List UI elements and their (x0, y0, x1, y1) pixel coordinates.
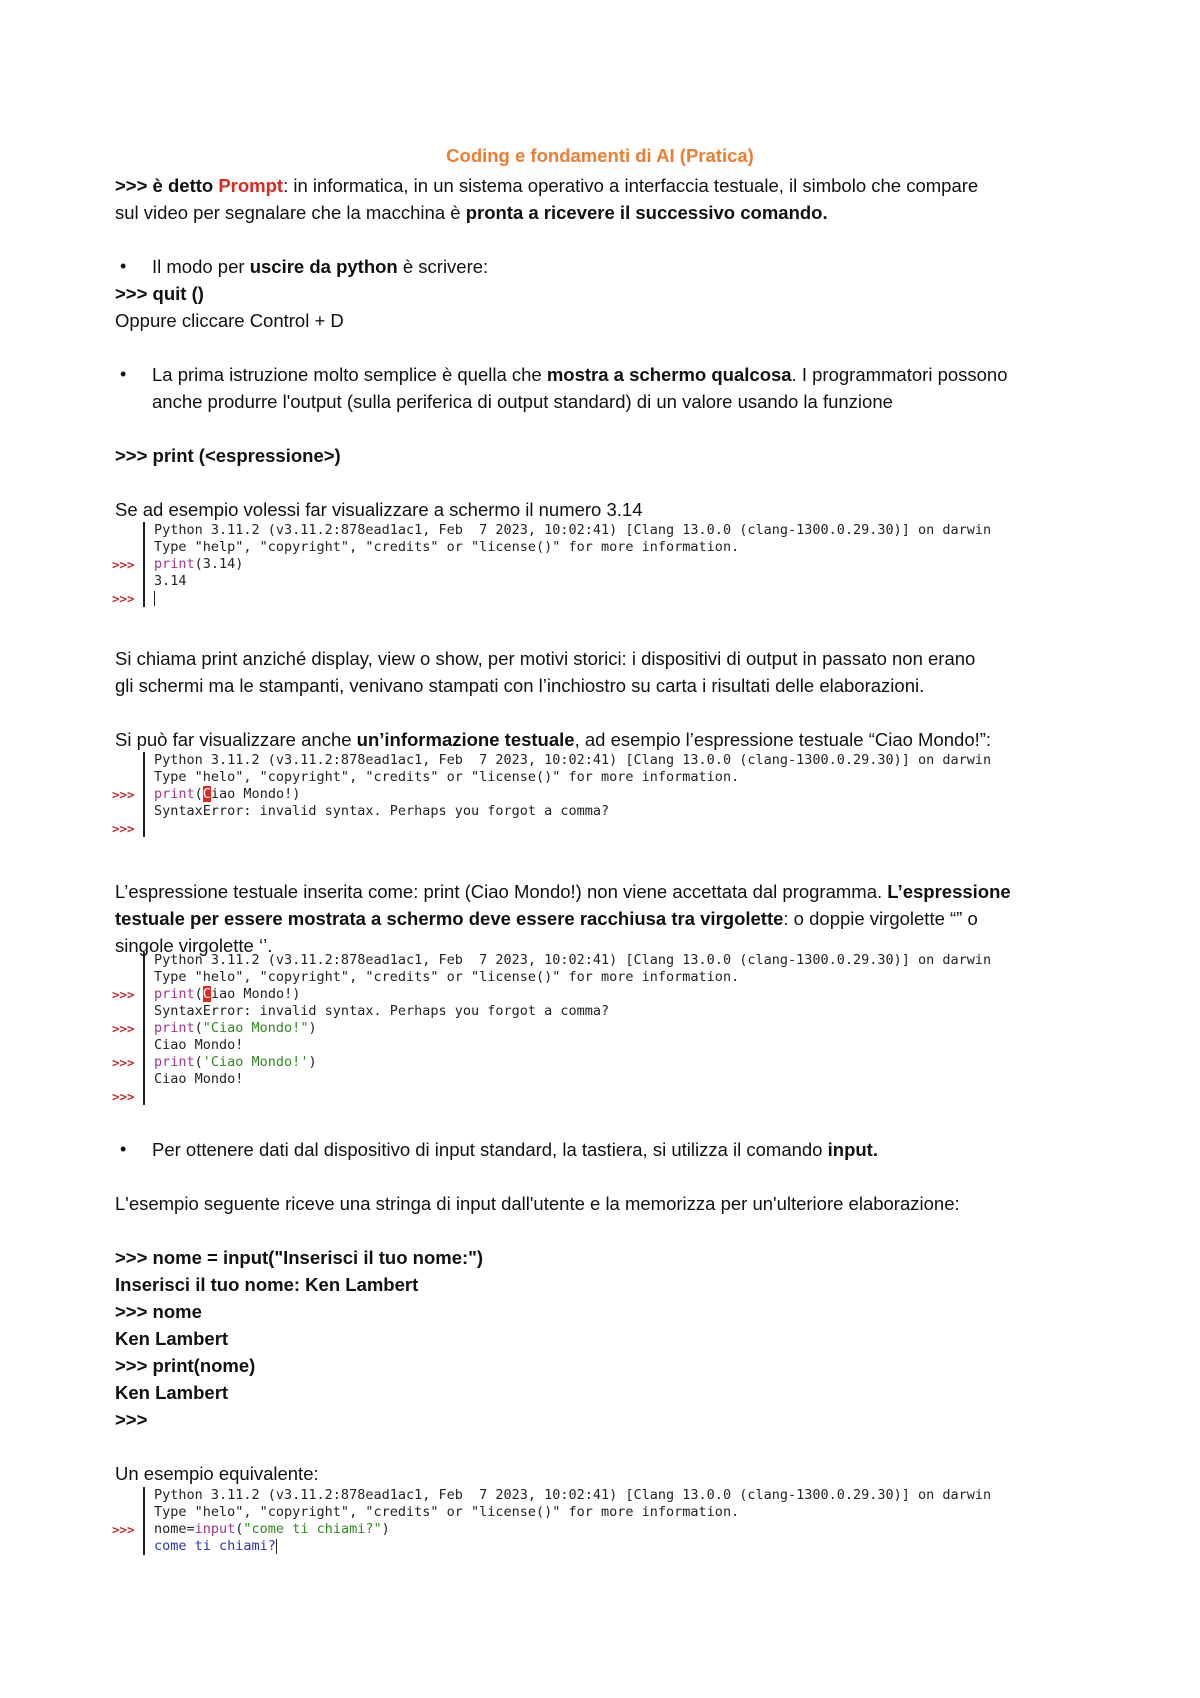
intro-prompt-symbol: >>> è detto (115, 175, 219, 196)
intro-line-1: >>> è detto Prompt: in informatica, in un sistema operativo a interfaccia testuale, il simbolo che compare (115, 175, 979, 196)
input-example-line: >>> print(nome) (115, 1355, 256, 1376)
error-highlight: C (202, 786, 211, 802)
history-line-1: Si chiama print anziché display, view o show, per motivi storici: i dispositivi di output in passato non erano (115, 648, 976, 669)
input-example-line: >>> (115, 1409, 148, 1430)
textual-intro: Si può far visualizzare anche un’informazione testuale, ad esempio l’espressione testuale “Ciao Mondo!”: (115, 729, 992, 750)
prompt-marker: >>> (112, 1055, 135, 1070)
bullet-icon: • (120, 1139, 127, 1159)
print-intro-line-2: anche produrre l'output (sulla periferica di output standard) di un valore usando la funzione (152, 391, 893, 412)
prompt-marker: >>> (112, 1089, 135, 1104)
quit-command: >>> quit () (115, 283, 204, 304)
prompt-marker: >>> (112, 821, 135, 836)
prompt-marker: >>> (112, 1522, 135, 1537)
document-page: Coding e fondamenti di AI (Pratica) >>> è detto Prompt: in informatica, in un sistema operativo a interfaccia testuale, il simbolo che compare sul video per segnalare che la macchina è pronta a ricevere il successivo comando. • Il modo per uscire da python è scrivere: >>> quit () Oppure cliccare Control + D • La prima istruzione molto semplice è quella che mostra a schermo qualcosa. I programmatori possono anche produrre l'output (sulla periferica di output standard) di un valore usando la funzione >>> print (<espressione>) Se ad esempio volessi far visualizzare a schermo il numero 3.14 Python 3.11.2 (v3.11.2:878ead1ac1, Feb 7 2023, 10:02:41) [Clang 13.0.0 (clang-1300.0.29.30)] on darwin Type "help", "copyright", "credits" or "license()" for more information. >>> print(3.14) 3.14 >>> Si chiama print anziché display, view o show, per motivi storici: i dispositivi di output in passato non erano gli schermi ma le stampanti, venivano stampati con l’inchiostro su carta i risultati delle elaborazioni. Si può far visualizzare anche un’informazione testuale, ad esempio l’espressione testuale “Ciao Mondo!”: Python 3.11.2 (v3.11.2:878ead1ac1, Feb 7 2023, 10:02:41) [Clang 13.0.0 (clang-1300.0.29.30)] on darwin Type "helo", "copyright", "credits" or "license()" for more information. >>> print(Ciao Mondo!) SyntaxError: invalid syntax. Perhaps you forgot a comma? >>> L’espressione testuale inserita come: print (Ciao Mondo!) non viene accettata dal programma. L’espressione testuale per essere mostrata a schermo deve essere racchiusa tra virgolette: o doppie virgolette “” o singole virgolette ‘’. Python 3.11.2 (v3.11.2:878ead1ac1, Feb 7 2023, 10:02:41) [Clang 13.0.0 (clang-1300.0.29.30)] on darwin Type "helo", "copyright", "credits" or "license()" for more information. >>> print(Ciao Mondo!) SyntaxError: invalid syntax. Perhaps you forgot a comma? >>> print("Ciao Mondo!") Ciao Mondo! >>> print('Ciao Mondo!') Ciao Mondo! >>> • Per ottenere dati dal dispositivo di input standard, la tastiera, si utilizza il comando input. L'esempio seguente riceve una stringa di input dall'utente e la memorizza per un'ulteriore elaborazione: >>> nome = input("Inserisci il tuo nome:") Inserisci il tuo nome: Ken Lambert >>> nome Ken Lambert >>> print(nome) Ken Lambert >>> Un esempio equivalente: Python 3.11.2 (v3.11.2:878ead1ac1, Feb 7 2023, 10:02:41) [Clang 13.0.0 (clang-1300.0.29.30)] on darwin Type "helo", "copyright", "credits" or "license()" for more information. >>> nome=input("come ti chiami?") come ti chiami? (0, 0, 1200, 1698)
gutter-divider (143, 1487, 145, 1555)
quotes-line-1: L’espressione testuale inserita come: print (Ciao Mondo!) non viene accettata dal programma. L’espressione (115, 881, 1011, 902)
bullet-icon: • (120, 364, 127, 384)
prompt-marker: >>> (112, 987, 135, 1002)
input-intro: Per ottenere dati dal dispositivo di input standard, la tastiera, si utilizza il comando input. (152, 1139, 878, 1160)
text-cursor (154, 591, 155, 606)
history-line-2: gli schermi ma le stampanti, venivano stampati con l’inchiostro su carta i risultati delle elaborazioni. (115, 675, 925, 696)
error-highlight: C (202, 986, 211, 1002)
input-example-line: >>> nome = input("Inserisci il tuo nome:") (115, 1247, 484, 1268)
prompt-marker: >>> (112, 1021, 135, 1036)
prompt-marker: >>> (112, 787, 135, 802)
quit-alt: Oppure cliccare Control + D (115, 310, 344, 331)
quotes-line-3: singole virgolette ‘’. (115, 935, 273, 956)
prompt-marker: >>> (112, 557, 135, 572)
input-example-line: >>> nome (115, 1301, 202, 1322)
equivalent-example-intro: Un esempio equivalente: (115, 1463, 319, 1484)
quotes-line-2: testuale per essere mostrata a schermo deve essere racchiusa tra virgolette: o doppie virgolette “” o (115, 908, 978, 929)
prompt-marker: >>> (112, 591, 135, 606)
print-intro-line-1: La prima istruzione molto semplice è quella che mostra a schermo qualcosa. I programmatori possono (152, 364, 1008, 385)
input-example-line: Ken Lambert (115, 1328, 229, 1349)
input-example-line: Inserisci il tuo nome: Ken Lambert (115, 1274, 419, 1295)
print-syntax: >>> print (<espressione>) (115, 445, 341, 466)
gutter-divider (143, 752, 145, 837)
bullet-icon: • (120, 256, 127, 276)
intro-line-2: sul video per segnalare che la macchina è pronta a ricevere il successivo comando. (115, 202, 828, 223)
input-example-intro: L'esempio seguente riceve una stringa di input dall'utente e la memorizza per un'ulteriore elaborazione: (115, 1193, 960, 1214)
prompt-term: Prompt (218, 175, 284, 196)
quit-line-1: Il modo per uscire da python è scrivere: (152, 256, 489, 277)
text-cursor (276, 1539, 277, 1554)
print-example-intro: Se ad esempio volessi far visualizzare a schermo il numero 3.14 (115, 499, 643, 520)
gutter-divider (143, 952, 145, 1105)
document-title: Coding e fondamenti di AI (Pratica) (446, 145, 754, 166)
input-example-line: Ken Lambert (115, 1382, 229, 1403)
gutter-divider (143, 522, 145, 607)
